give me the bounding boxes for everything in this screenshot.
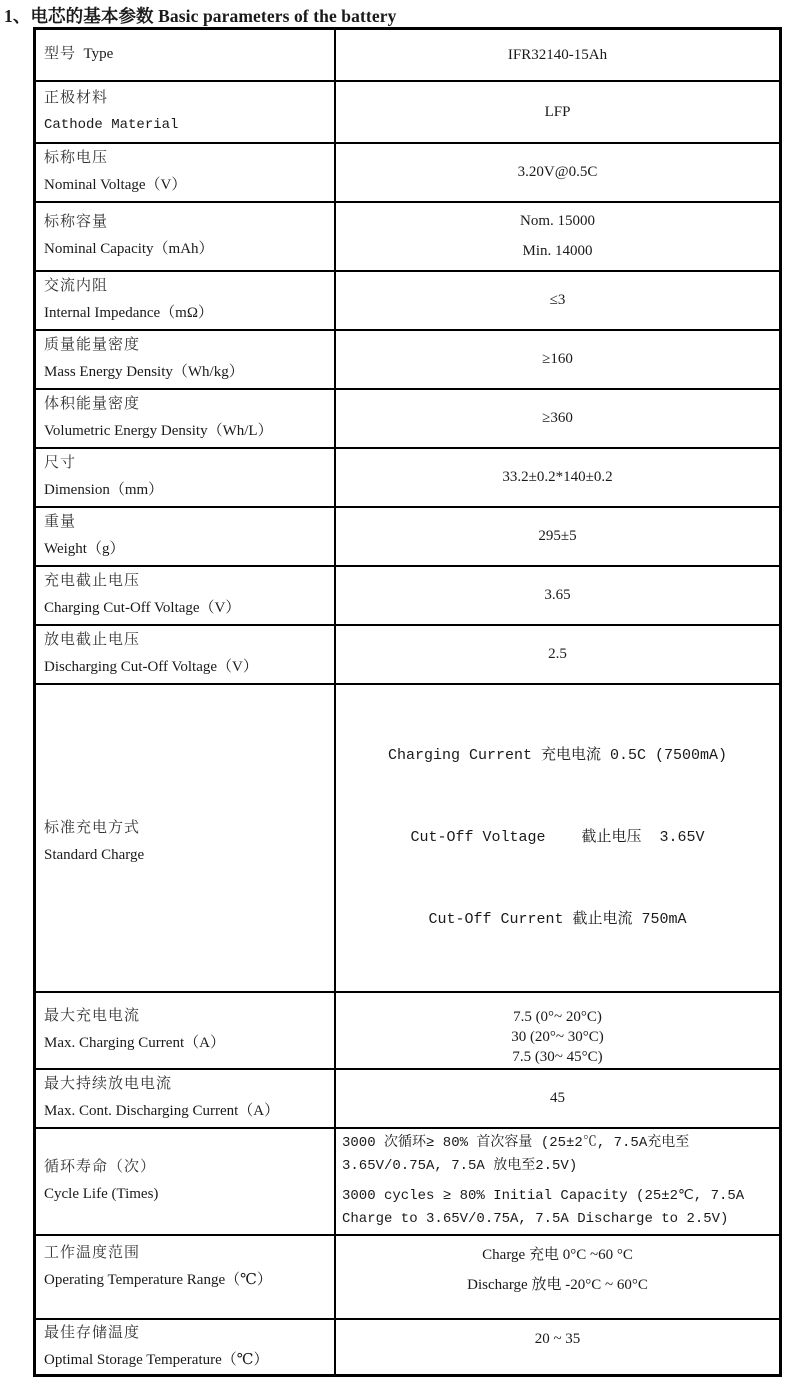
label-cn: 尺寸 bbox=[44, 455, 77, 471]
label-en: Standard Charge bbox=[44, 846, 145, 863]
label-cn: 充电截止电压 bbox=[44, 573, 141, 589]
label-cn: 标称电压 bbox=[44, 150, 109, 166]
param-label bbox=[35, 81, 336, 143]
label-cn: 最佳存储温度 bbox=[44, 1324, 141, 1341]
label-cn: 工作温度范围 bbox=[44, 1244, 141, 1261]
param-label bbox=[35, 389, 336, 448]
value-line: 7.5 (0°~ 20°C) bbox=[513, 1009, 602, 1025]
param-label bbox=[35, 992, 336, 1069]
label-cn: 循环寿命（次） bbox=[44, 1159, 157, 1175]
param-value: 2.5 bbox=[335, 625, 781, 684]
label-cn: 放电截止电压 bbox=[44, 632, 141, 648]
value-line: 7.5 (30~ 45°C) bbox=[512, 1049, 603, 1065]
label-en: Max. Cont. Discharging Current（A） bbox=[44, 1103, 280, 1119]
value-line: Min. 14000 bbox=[522, 243, 593, 259]
param-value: ≥360 bbox=[335, 389, 781, 448]
param-label bbox=[35, 507, 336, 566]
param-value: ≥160 bbox=[335, 330, 781, 389]
value-paragraph-cn: 3000 次循环≥ 80% 首次容量 (25±2℃, 7.5A充电至 3.65V/0.75A, 7.5A 放电至2.5V) bbox=[342, 1134, 690, 1174]
label-en: Max. Charging Current（A） bbox=[44, 1035, 225, 1051]
label-en: Nominal Voltage（V） bbox=[44, 177, 187, 193]
param-label bbox=[35, 143, 336, 202]
value-line: 30 (20°~ 30°C) bbox=[511, 1029, 604, 1045]
label-en: Dimension（mm） bbox=[44, 482, 164, 498]
label-cn: 标准充电方式 bbox=[44, 819, 141, 836]
table-row bbox=[35, 1128, 781, 1235]
param-value: 3.65 bbox=[335, 566, 781, 625]
param-value: 33.2±0.2*140±0.2 bbox=[335, 448, 781, 507]
param-label bbox=[35, 29, 336, 81]
label-en: Cathode Material bbox=[44, 116, 179, 133]
table-row bbox=[35, 507, 781, 566]
param-value: ≤3 bbox=[335, 271, 781, 330]
label-cn: 最大充电电流 bbox=[44, 1008, 141, 1024]
table-row bbox=[35, 202, 781, 271]
label-cn: 标称容量 bbox=[44, 214, 109, 230]
label-cn: 重量 bbox=[44, 514, 77, 530]
param-label bbox=[35, 448, 336, 507]
param-label bbox=[35, 271, 336, 330]
label-cn: 正极材料 bbox=[44, 89, 109, 106]
table-row bbox=[35, 330, 781, 389]
label-en: Volumetric Energy Density（Wh/L） bbox=[44, 423, 273, 439]
label-en: Cycle Life (Times) bbox=[44, 1186, 159, 1202]
param-label bbox=[35, 1069, 336, 1128]
table-row bbox=[35, 29, 781, 81]
label-en: Weight（g） bbox=[44, 541, 125, 557]
param-label bbox=[35, 330, 336, 389]
param-label bbox=[35, 202, 336, 271]
param-value: 45 bbox=[335, 1069, 781, 1128]
value-line: Charging Current 充电电流 0.5C (7500mA) bbox=[387, 746, 728, 764]
label-en: Optimal Storage Temperature（℃） bbox=[44, 1351, 269, 1368]
section-heading: 1、电芯的基本参数 Basic parameters of the battery bbox=[4, 6, 397, 26]
table-row bbox=[35, 389, 781, 448]
value-paragraph-en: 3000 cycles ≥ 80% Initial Capacity (25±2℃, 7.5A Charge to 3.65V/0.75A, 7.5A Discharge to 2.5V) bbox=[342, 1187, 745, 1227]
param-value bbox=[335, 992, 781, 1069]
param-value bbox=[335, 1128, 781, 1235]
table-row bbox=[35, 1069, 781, 1128]
label-en: Type bbox=[83, 46, 114, 63]
param-value bbox=[335, 202, 781, 271]
param-value: 20 ~ 35 bbox=[335, 1319, 781, 1376]
param-value: IFR32140-15Ah bbox=[335, 29, 781, 81]
param-value: LFP bbox=[335, 81, 781, 143]
label-cn: 最大持续放电电流 bbox=[44, 1076, 173, 1092]
table-row bbox=[35, 566, 781, 625]
param-label bbox=[35, 1319, 336, 1376]
param-label bbox=[35, 684, 336, 992]
param-value bbox=[335, 684, 781, 992]
value-line: Charge 充电 0°C ~60 °C bbox=[482, 1246, 633, 1263]
table-row bbox=[35, 1319, 781, 1376]
value-line: Cut-Off Current 截止电流 750mA bbox=[428, 910, 687, 928]
param-value: 3.20V@0.5C bbox=[335, 143, 781, 202]
label-cn: 型号 bbox=[44, 46, 77, 63]
label-en: Discharging Cut-Off Voltage（V） bbox=[44, 659, 258, 675]
label-en: Mass Energy Density（Wh/kg） bbox=[44, 364, 244, 380]
param-label bbox=[35, 625, 336, 684]
label-en: Charging Cut-Off Voltage（V） bbox=[44, 600, 241, 616]
table-row bbox=[35, 448, 781, 507]
battery-parameters-table bbox=[33, 27, 782, 1377]
param-label bbox=[35, 1235, 336, 1319]
table-row bbox=[35, 684, 781, 992]
label-en: Operating Temperature Range（℃） bbox=[44, 1271, 272, 1288]
label-cn: 交流内阻 bbox=[44, 278, 109, 294]
param-label bbox=[35, 1128, 336, 1235]
table-row bbox=[35, 625, 781, 684]
table-row bbox=[35, 143, 781, 202]
table-row bbox=[35, 81, 781, 143]
label-cn: 体积能量密度 bbox=[44, 396, 141, 412]
param-value bbox=[335, 1235, 781, 1319]
value-line: Discharge 放电 -20°C ~ 60°C bbox=[467, 1276, 648, 1293]
value-line: Cut-Off Voltage 截止电压 3.65V bbox=[410, 828, 705, 846]
table-row bbox=[35, 271, 781, 330]
label-en: Internal Impedance（mΩ） bbox=[44, 305, 213, 321]
param-value: 295±5 bbox=[335, 507, 781, 566]
table-row bbox=[35, 1235, 781, 1319]
value-line: Nom. 15000 bbox=[520, 213, 595, 229]
table-row bbox=[35, 992, 781, 1069]
label-en: Nominal Capacity（mAh） bbox=[44, 241, 214, 257]
param-label bbox=[35, 566, 336, 625]
label-cn: 质量能量密度 bbox=[44, 337, 141, 353]
